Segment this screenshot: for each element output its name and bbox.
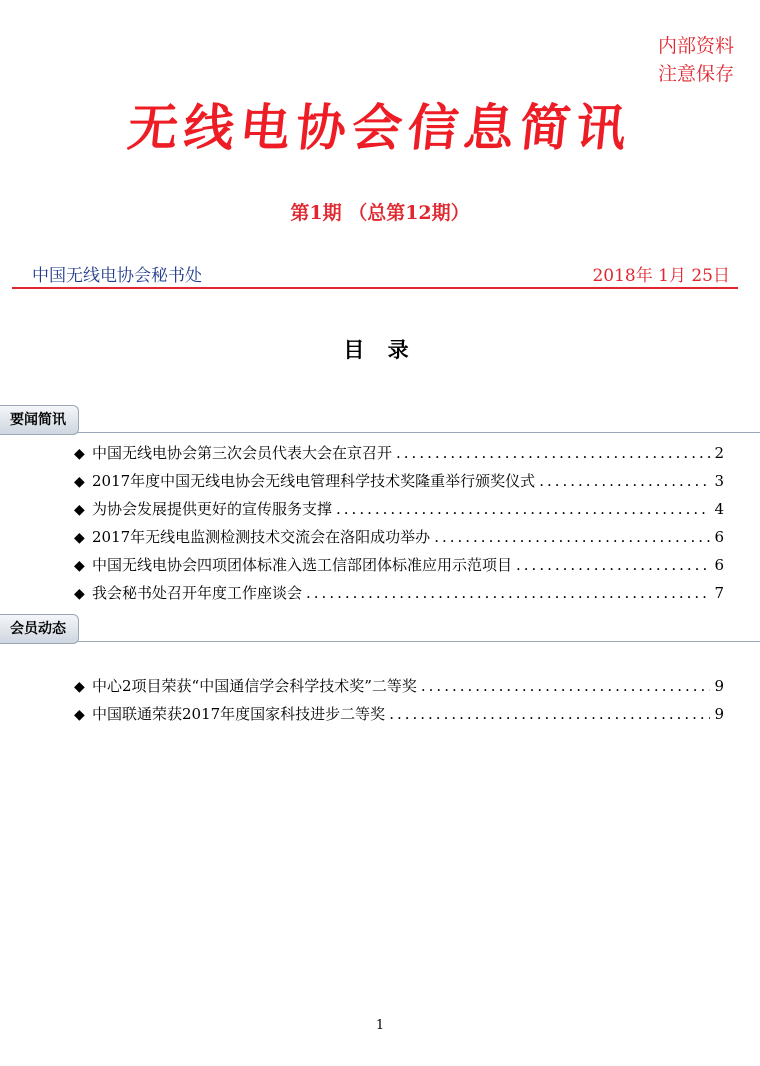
toc-entry-page: 6 [714,556,724,574]
toc-entry-title: 2017年无线电监测检测技术交流会在洛阳成功举办 [92,528,431,546]
toc-entry-page: 4 [714,500,724,518]
toc-entry-title: 为协会发展提供更好的宣传服务支撑 [92,500,333,518]
dot-leader [302,580,710,606]
toc-entry[interactable] [74,496,724,522]
toc-entry[interactable] [74,552,724,578]
toc-entry[interactable] [74,701,724,727]
confidential-line-1: 内部资料 [657,35,734,57]
diamond-bullet-icon: ◆ [74,502,85,518]
publication-date: 2018年 1月 25日 [592,266,730,286]
toc-entry-page: 3 [714,472,724,490]
toc-entry[interactable] [74,673,724,699]
toc-entry-title: 我会秘书处召开年度工作座谈会 [92,584,303,602]
diamond-bullet-icon: ◆ [74,586,85,602]
toc-entry-title: 中国联通荣获2017年度国家科技进步二等奖 [92,705,386,723]
toc-entry[interactable] [74,468,724,494]
page-number: 1 [375,1018,385,1033]
toc-entry[interactable] [74,524,724,550]
diamond-bullet-icon: ◆ [74,446,85,462]
toc-entry-page: 7 [714,584,724,602]
publisher: 中国无线电协会秘书处 [32,266,202,286]
toc-entry-page: 2 [714,444,724,462]
issue-number: 第1期 （总第12期） [290,202,470,224]
toc-entry-title: 2017年度中国无线电协会无线电管理科学技术奖隆重举行颁奖仪式 [92,472,536,490]
header-divider [12,287,738,289]
dot-leader [392,440,710,466]
diamond-bullet-icon: ◆ [74,707,85,723]
toc-entry-title: 中心2项目荣获“中国通信学会科学技术奖”二等奖 [92,677,417,695]
dot-leader [385,701,710,727]
toc-entry-page: 9 [714,677,724,695]
diamond-bullet-icon: ◆ [74,530,85,546]
section-divider [0,432,760,433]
section-tab-members: 会员动态 [0,614,79,644]
diamond-bullet-icon: ◆ [74,558,85,574]
toc-entry-title: 中国无线电协会四项团体标准入选工信部团体标准应用示范项目 [92,556,513,574]
toc-title: 目 录 [343,337,417,362]
dot-leader [332,496,710,522]
dot-leader [535,468,710,494]
toc-entry[interactable] [74,440,724,466]
toc-entry[interactable] [74,580,724,606]
section-tab-news: 要闻简讯 [0,405,79,435]
confidential-stamp [658,32,734,88]
toc-entry-page: 9 [714,705,724,723]
masthead-title: 无线电协会信息简讯 [124,99,636,157]
section-divider [0,641,760,642]
dot-leader [417,673,710,699]
confidential-line-2: 注意保存 [657,63,734,85]
toc-entry-title: 中国无线电协会第三次会员代表大会在京召开 [92,444,393,462]
dot-leader [430,524,710,550]
dot-leader [512,552,710,578]
diamond-bullet-icon: ◆ [74,679,85,695]
toc-entry-page: 6 [714,528,724,546]
diamond-bullet-icon: ◆ [74,474,85,490]
